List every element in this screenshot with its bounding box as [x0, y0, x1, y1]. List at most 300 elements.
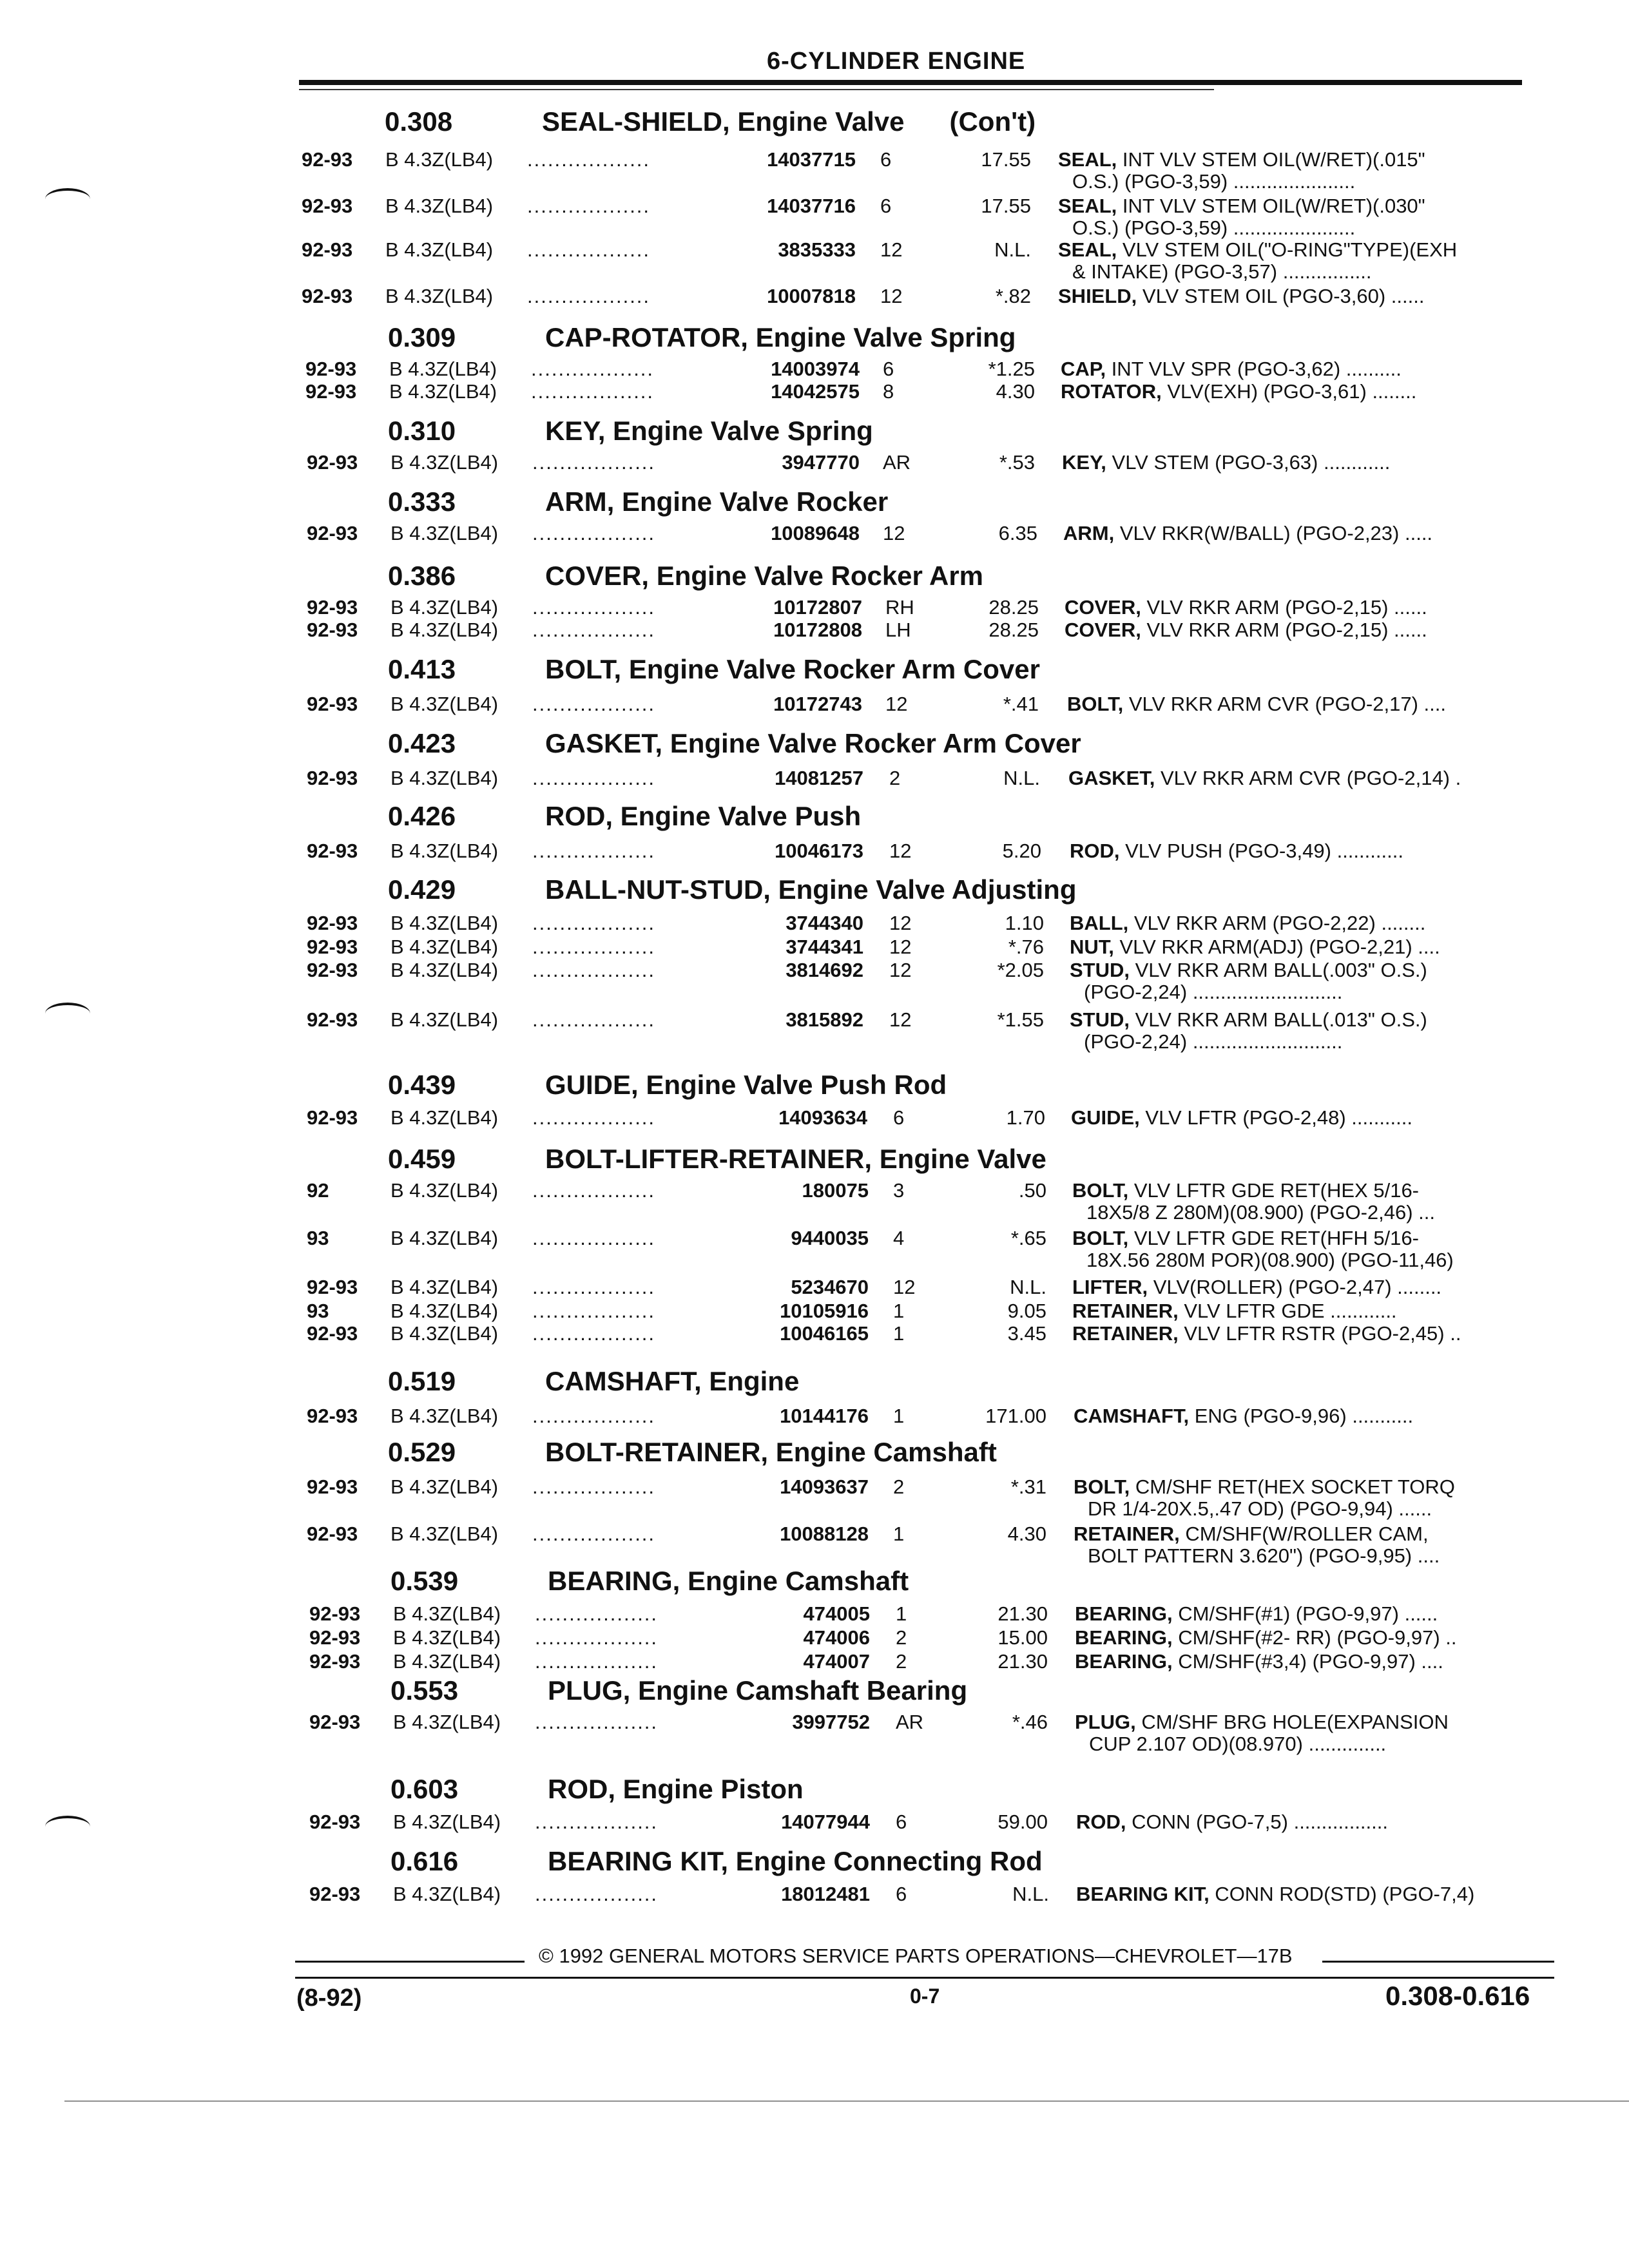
part-name: KEY,	[1062, 451, 1106, 474]
section-title-text: BALL-NUT-STUD, Engine Valve Adjusting	[545, 874, 1077, 905]
leader-dots: ..................	[527, 195, 651, 217]
part-description-continued: & INTAKE) (PGO-3,57) ................	[1072, 260, 1372, 283]
part-description	[1076, 1811, 1388, 1834]
part-detail: INT VLV STEM OIL(W/RET)(.015"	[1117, 148, 1425, 171]
part-description	[1074, 1405, 1413, 1428]
leader-dots: ..................	[535, 1650, 659, 1673]
price: N.L.	[994, 238, 1031, 261]
part-name: BALL,	[1070, 912, 1129, 934]
part-row	[307, 1405, 1559, 1428]
part-description	[1058, 285, 1424, 308]
part-name: SEAL,	[1058, 238, 1117, 261]
section-title-text: KEY, Engine Valve Spring	[545, 416, 873, 446]
part-description	[1072, 1227, 1419, 1250]
model-years: 92-93	[309, 1883, 361, 1905]
part-detail: CM/SHF(#1) (PGO-9,97) ......	[1172, 1602, 1438, 1625]
quantity: 2	[889, 767, 901, 789]
engine-model: B 4.3Z(LB4)	[390, 959, 499, 981]
model-years: 92-93	[307, 1475, 358, 1498]
part-name: CAMSHAFT,	[1074, 1405, 1190, 1427]
part-description-continued: CUP 2.107 OD)(08.970) ..............	[1089, 1733, 1387, 1755]
engine-model: B 4.3Z(LB4)	[390, 1523, 499, 1545]
quantity: 1	[893, 1405, 905, 1427]
part-description	[1074, 1475, 1455, 1499]
part-number: 3835333	[778, 238, 856, 261]
engine-model: B 4.3Z(LB4)	[390, 522, 499, 544]
engine-model: B 4.3Z(LB4)	[385, 148, 494, 171]
part-description	[1072, 1300, 1397, 1323]
model-years: 92-93	[307, 522, 358, 544]
leader-dots: ..................	[532, 959, 656, 981]
quantity: 12	[893, 1276, 916, 1298]
price: *.41	[1003, 693, 1039, 715]
section-number: 0.413	[388, 654, 456, 684]
part-detail: INT VLV SPR (PGO-3,62) ..........	[1106, 358, 1402, 380]
model-years: 92-93	[302, 195, 353, 217]
part-name: COVER,	[1065, 596, 1141, 619]
section-title	[548, 1846, 1043, 1877]
part-name: LIFTER,	[1072, 1276, 1148, 1298]
price: 5.20	[1002, 840, 1041, 862]
quantity: AR	[883, 451, 911, 474]
part-row	[309, 1650, 1559, 1673]
price: 4.30	[1007, 1523, 1046, 1545]
leader-dots: ..................	[535, 1602, 659, 1625]
engine-model: B 4.3Z(LB4)	[390, 912, 499, 934]
engine-model: B 4.3Z(LB4)	[390, 936, 499, 958]
price: N.L.	[1003, 767, 1040, 789]
model-years: 92-93	[309, 1650, 361, 1673]
part-number: 10046173	[775, 840, 863, 862]
part-detail: CM/SHF(#3,4) (PGO-9,97) ....	[1172, 1650, 1443, 1673]
part-name: GUIDE,	[1071, 1106, 1140, 1129]
price: 59.00	[998, 1811, 1048, 1833]
part-number: 14093637	[780, 1475, 869, 1498]
part-row	[302, 238, 1559, 283]
leader-dots: ..................	[532, 1227, 656, 1249]
model-years: 93	[307, 1227, 329, 1249]
part-description	[1072, 1322, 1461, 1345]
part-description	[1072, 1276, 1441, 1299]
leader-dots: ..................	[532, 522, 656, 544]
model-years: 92-93	[307, 1405, 358, 1427]
quantity: 12	[889, 1008, 912, 1031]
quantity: 12	[889, 936, 912, 958]
part-detail: VLV RKR ARM(ADJ) (PGO-2,21) ....	[1113, 936, 1440, 958]
part-description-continued: (PGO-2,24) ...........................	[1084, 1030, 1343, 1053]
continued-label: (Con't)	[949, 106, 1036, 137]
section-number: 0.616	[390, 1846, 459, 1876]
model-years: 92-93	[307, 1008, 358, 1031]
part-description	[1061, 380, 1416, 403]
model-years: 92-93	[307, 596, 358, 619]
part-number: 3947770	[782, 451, 860, 474]
part-description-continued: O.S.) (PGO-3,59) ......................	[1072, 216, 1356, 239]
leader-dots: ..................	[532, 619, 656, 641]
section-title	[545, 874, 1076, 905]
quantity: 12	[880, 238, 903, 261]
section-number: 0.439	[388, 1070, 456, 1100]
price: *.65	[1010, 1227, 1046, 1249]
section-title-text: BEARING KIT, Engine Connecting Rod	[548, 1846, 1043, 1876]
leader-dots: ..................	[532, 1300, 656, 1322]
price: *2.05	[997, 959, 1044, 981]
section-number: 0.386	[388, 561, 456, 591]
section-number: 0.603	[390, 1774, 459, 1804]
quantity: 8	[883, 380, 894, 403]
part-name: GASKET,	[1068, 767, 1155, 789]
part-name: RETAINER,	[1072, 1322, 1179, 1345]
leader-dots: ..................	[535, 1711, 659, 1733]
part-number: 9440035	[791, 1227, 869, 1249]
leader-dots: ..................	[532, 1405, 656, 1427]
section-title	[545, 486, 888, 517]
section-title	[545, 561, 983, 591]
engine-model: B 4.3Z(LB4)	[390, 1322, 499, 1345]
section-title	[545, 1144, 1046, 1175]
section-title	[545, 322, 1016, 353]
part-name: CAP,	[1061, 358, 1106, 380]
engine-model: B 4.3Z(LB4)	[393, 1711, 501, 1733]
price: 21.30	[998, 1602, 1048, 1625]
price: *.31	[1010, 1475, 1046, 1498]
part-number: 14042575	[771, 380, 860, 403]
model-years: 92-93	[307, 1106, 358, 1129]
part-row	[309, 1811, 1559, 1834]
leader-dots: ..................	[535, 1626, 659, 1649]
section-number: 0.429	[388, 874, 456, 905]
quantity: 1	[896, 1602, 907, 1625]
engine-model: B 4.3Z(LB4)	[390, 1008, 499, 1031]
part-number: 3997752	[792, 1711, 870, 1733]
part-description	[1070, 1008, 1427, 1032]
price: 4.30	[996, 380, 1035, 403]
part-description	[1062, 451, 1390, 474]
model-years: 92-93	[307, 1322, 358, 1345]
model-years: 92-93	[302, 148, 353, 171]
price: 17.55	[981, 195, 1031, 217]
part-number: 10046165	[780, 1322, 869, 1345]
part-detail: VLV LFTR GDE RET(HEX 5/16-	[1128, 1179, 1420, 1202]
part-detail: CM/SHF(#2- RR) (PGO-9,97) ..	[1172, 1626, 1457, 1649]
part-row	[307, 1475, 1559, 1520]
hole-punch-mark	[45, 1003, 90, 1024]
part-name: NUT,	[1070, 936, 1114, 958]
section-title-text: BOLT-RETAINER, Engine Camshaft	[545, 1437, 997, 1467]
engine-model: B 4.3Z(LB4)	[385, 195, 494, 217]
section-number: 0.539	[390, 1566, 459, 1596]
part-number: 3815892	[786, 1008, 863, 1031]
part-number: 3814692	[786, 959, 863, 981]
section-title	[542, 106, 1036, 137]
part-row	[307, 767, 1559, 790]
leader-dots: ..................	[532, 1276, 656, 1298]
part-name: RETAINER,	[1072, 1300, 1179, 1322]
part-detail: VLV STEM (PGO-3,63) ............	[1106, 451, 1391, 474]
quantity: 4	[893, 1227, 905, 1249]
quantity: 12	[889, 959, 912, 981]
part-description	[1071, 1106, 1412, 1129]
engine-model: B 4.3Z(LB4)	[393, 1883, 501, 1905]
engine-model: B 4.3Z(LB4)	[393, 1811, 501, 1833]
model-years: 92-93	[305, 358, 357, 380]
part-description	[1070, 936, 1440, 959]
header-rule	[299, 80, 1522, 85]
engine-model: B 4.3Z(LB4)	[390, 1106, 499, 1129]
section-title-text: BEARING, Engine Camshaft	[548, 1566, 909, 1596]
price: 21.30	[998, 1650, 1048, 1673]
engine-model: B 4.3Z(LB4)	[389, 380, 497, 403]
engine-model: B 4.3Z(LB4)	[393, 1602, 501, 1625]
part-row	[309, 1626, 1559, 1649]
part-number: 14037715	[767, 148, 856, 171]
part-detail: VLV RKR ARM CVR (PGO-2,14) .	[1155, 767, 1461, 789]
engine-model: B 4.3Z(LB4)	[390, 451, 499, 474]
part-number: 5234670	[791, 1276, 869, 1298]
section-title-text: ROD, Engine Piston	[548, 1774, 804, 1804]
part-number: 10144176	[780, 1405, 869, 1427]
part-detail: ENG (PGO-9,96) ...........	[1189, 1405, 1414, 1427]
section-title	[545, 1437, 997, 1468]
part-description	[1074, 1523, 1429, 1546]
quantity: 12	[889, 840, 912, 862]
part-name: SEAL,	[1058, 148, 1117, 171]
leader-dots: ..................	[532, 1475, 656, 1498]
leader-dots: ..................	[527, 285, 651, 307]
section-number: 0.553	[390, 1675, 459, 1706]
part-detail: VLV(ROLLER) (PGO-2,47) ........	[1148, 1276, 1442, 1298]
part-detail: CM/SHF(W/ROLLER CAM,	[1179, 1523, 1429, 1545]
leader-dots: ..................	[532, 1523, 656, 1545]
section-title	[548, 1774, 804, 1805]
section-number: 0.519	[388, 1366, 456, 1396]
part-description	[1076, 1883, 1474, 1906]
quantity: 2	[893, 1475, 905, 1498]
section-number: 0.423	[388, 728, 456, 758]
part-row	[309, 1883, 1559, 1906]
section-title-text: BOLT, Engine Valve Rocker Arm Cover	[545, 654, 1040, 684]
part-name: BOLT,	[1072, 1227, 1129, 1249]
part-detail: VLV RKR ARM (PGO-2,15) ......	[1141, 619, 1427, 641]
section-title-text: GUIDE, Engine Valve Push Rod	[545, 1070, 947, 1100]
footer-rule	[295, 1977, 1554, 1979]
part-detail: VLV LFTR GDE ............	[1178, 1300, 1397, 1322]
part-name: BEARING,	[1075, 1602, 1173, 1625]
engine-model: B 4.3Z(LB4)	[390, 1475, 499, 1498]
leader-dots: ..................	[535, 1811, 659, 1833]
part-description	[1058, 238, 1457, 262]
leader-dots: ..................	[532, 596, 656, 619]
part-name: PLUG,	[1075, 1711, 1136, 1733]
part-name: BOLT,	[1074, 1475, 1130, 1498]
price: *1.25	[988, 358, 1035, 380]
part-description	[1075, 1602, 1438, 1626]
model-years: 92-93	[302, 238, 353, 261]
part-detail: VLV RKR(W/BALL) (PGO-2,23) .....	[1114, 522, 1433, 544]
leader-dots: ..................	[532, 840, 656, 862]
part-row	[307, 1322, 1559, 1345]
part-name: BEARING,	[1075, 1650, 1173, 1673]
price: 28.25	[988, 596, 1039, 619]
section-title	[545, 1366, 799, 1397]
part-detail: VLV RKR ARM BALL(.003" O.S.)	[1130, 959, 1427, 981]
part-description	[1075, 1626, 1457, 1649]
part-row	[307, 912, 1559, 935]
price: N.L.	[1010, 1276, 1046, 1298]
model-years: 92-93	[307, 451, 358, 474]
part-description	[1063, 522, 1432, 545]
part-description	[1070, 959, 1427, 982]
part-detail: CONN (PGO-7,5) .................	[1126, 1811, 1388, 1833]
quantity: 1	[893, 1322, 905, 1345]
part-number: 474006	[803, 1626, 870, 1649]
section-title-text: PLUG, Engine Camshaft Bearing	[548, 1675, 968, 1706]
leader-dots: ..................	[527, 148, 651, 171]
section-title	[548, 1675, 967, 1706]
engine-model: B 4.3Z(LB4)	[390, 1276, 499, 1298]
part-row	[307, 1179, 1559, 1224]
price: *.82	[995, 285, 1031, 307]
leader-dots: ..................	[532, 767, 656, 789]
quantity: 6	[880, 148, 892, 171]
leader-dots: ..................	[527, 238, 651, 261]
part-row	[302, 285, 1559, 308]
model-years: 92-93	[305, 380, 357, 403]
hole-punch-mark	[45, 1816, 90, 1838]
leader-dots: ..................	[532, 1106, 656, 1129]
part-detail: VLV RKR ARM BALL(.013" O.S.)	[1130, 1008, 1427, 1031]
model-years: 93	[307, 1300, 329, 1322]
quantity: 3	[893, 1179, 905, 1202]
part-row	[305, 358, 1559, 381]
leader-dots: ..................	[532, 1322, 656, 1345]
part-name: RETAINER,	[1074, 1523, 1180, 1545]
part-description	[1075, 1711, 1449, 1734]
part-description	[1075, 1650, 1443, 1673]
part-number: 10172743	[773, 693, 862, 715]
part-description-continued: O.S.) (PGO-3,59) ......................	[1072, 170, 1356, 193]
model-years: 92-93	[307, 693, 358, 715]
part-number: 10172807	[773, 596, 862, 619]
model-years: 92-93	[302, 285, 353, 307]
quantity: RH	[885, 596, 914, 619]
engine-model: B 4.3Z(LB4)	[390, 693, 499, 715]
part-detail: VLV LFTR (PGO-2,48) ...........	[1139, 1106, 1412, 1129]
leader-dots: ..................	[532, 1179, 656, 1202]
section-number: 0.426	[388, 801, 456, 831]
price: *.76	[1008, 936, 1044, 958]
quantity: 12	[880, 285, 903, 307]
part-row	[307, 1523, 1559, 1567]
section-title	[545, 801, 861, 832]
section-title-text: CAMSHAFT, Engine	[545, 1366, 800, 1396]
engine-model: B 4.3Z(LB4)	[393, 1650, 501, 1673]
part-number: 180075	[802, 1179, 869, 1202]
part-row	[302, 148, 1559, 193]
part-description-continued: DR 1/4-20X.5,.47 OD) (PGO-9,94) ......	[1088, 1497, 1432, 1520]
quantity: 12	[883, 522, 905, 544]
price: 28.25	[988, 619, 1039, 641]
section-title-text: ROD, Engine Valve Push	[545, 801, 862, 831]
section-number: 0.333	[388, 486, 456, 517]
price: *.53	[999, 451, 1035, 474]
price: 171.00	[985, 1405, 1046, 1427]
price: 9.05	[1007, 1300, 1046, 1322]
engine-model: B 4.3Z(LB4)	[385, 238, 494, 261]
leader-dots: ..................	[532, 451, 656, 474]
price: N.L.	[1012, 1883, 1049, 1905]
part-detail: VLV STEM OIL("O-RING"TYPE)(EXH	[1117, 238, 1458, 261]
part-number: 3744341	[786, 936, 863, 958]
part-row	[307, 693, 1559, 716]
engine-model: B 4.3Z(LB4)	[390, 596, 499, 619]
model-years: 92	[307, 1179, 329, 1202]
engine-model: B 4.3Z(LB4)	[390, 1227, 499, 1249]
quantity: 12	[885, 693, 908, 715]
quantity: 12	[889, 912, 912, 934]
part-row	[307, 1227, 1559, 1271]
price: .50	[1018, 1179, 1046, 1202]
section-number: 0.310	[388, 416, 456, 446]
engine-model: B 4.3Z(LB4)	[390, 1405, 499, 1427]
part-detail: VLV RKR ARM (PGO-2,22) ........	[1128, 912, 1426, 934]
engine-model: B 4.3Z(LB4)	[390, 767, 499, 789]
part-name: COVER,	[1065, 619, 1141, 641]
part-number: 10088128	[780, 1523, 869, 1545]
footer-rule-left	[295, 1961, 525, 1963]
scan-edge-line	[64, 2100, 1629, 2102]
section-number: 0.309	[388, 322, 456, 352]
model-years: 92-93	[309, 1811, 361, 1833]
price: *.46	[1012, 1711, 1048, 1733]
part-row	[307, 596, 1559, 619]
part-number: 14093634	[778, 1106, 867, 1129]
part-row	[302, 195, 1559, 239]
header-rule-thin	[299, 89, 1214, 90]
section-number: 0.308	[385, 106, 453, 137]
part-description	[1070, 840, 1403, 863]
part-name: STUD,	[1070, 1008, 1130, 1031]
part-detail: VLV(EXH) (PGO-3,61) ........	[1161, 380, 1417, 403]
price: 17.55	[981, 148, 1031, 171]
part-row	[307, 451, 1559, 474]
price: *1.55	[997, 1008, 1044, 1031]
model-years: 92-93	[309, 1626, 361, 1649]
price: 1.70	[1006, 1106, 1045, 1129]
part-row	[307, 522, 1559, 545]
section-title	[545, 1070, 947, 1100]
footer-copyright: © 1992 GENERAL MOTORS SERVICE PARTS OPERATIONS—CHEVROLET—17B	[539, 1945, 1293, 1967]
quantity: 6	[896, 1883, 907, 1905]
part-number: 18012481	[781, 1883, 870, 1905]
leader-dots: ..................	[532, 912, 656, 934]
price: 15.00	[998, 1626, 1048, 1649]
part-number: 10172808	[773, 619, 862, 641]
part-detail: CONN ROD(STD) (PGO-7,4)	[1209, 1883, 1475, 1905]
part-row	[307, 1300, 1559, 1323]
part-description	[1058, 195, 1425, 218]
part-number: 14037716	[767, 195, 856, 217]
model-years: 92-93	[307, 1276, 358, 1298]
model-years: 92-93	[307, 936, 358, 958]
price: 3.45	[1007, 1322, 1046, 1345]
section-title	[548, 1566, 909, 1597]
section-title-text: CAP-ROTATOR, Engine Valve Spring	[545, 322, 1016, 352]
part-name: ROTATOR,	[1061, 380, 1162, 403]
section-number: 0.529	[388, 1437, 456, 1467]
part-row	[307, 840, 1559, 863]
page-number: 0-7	[910, 1984, 940, 2008]
